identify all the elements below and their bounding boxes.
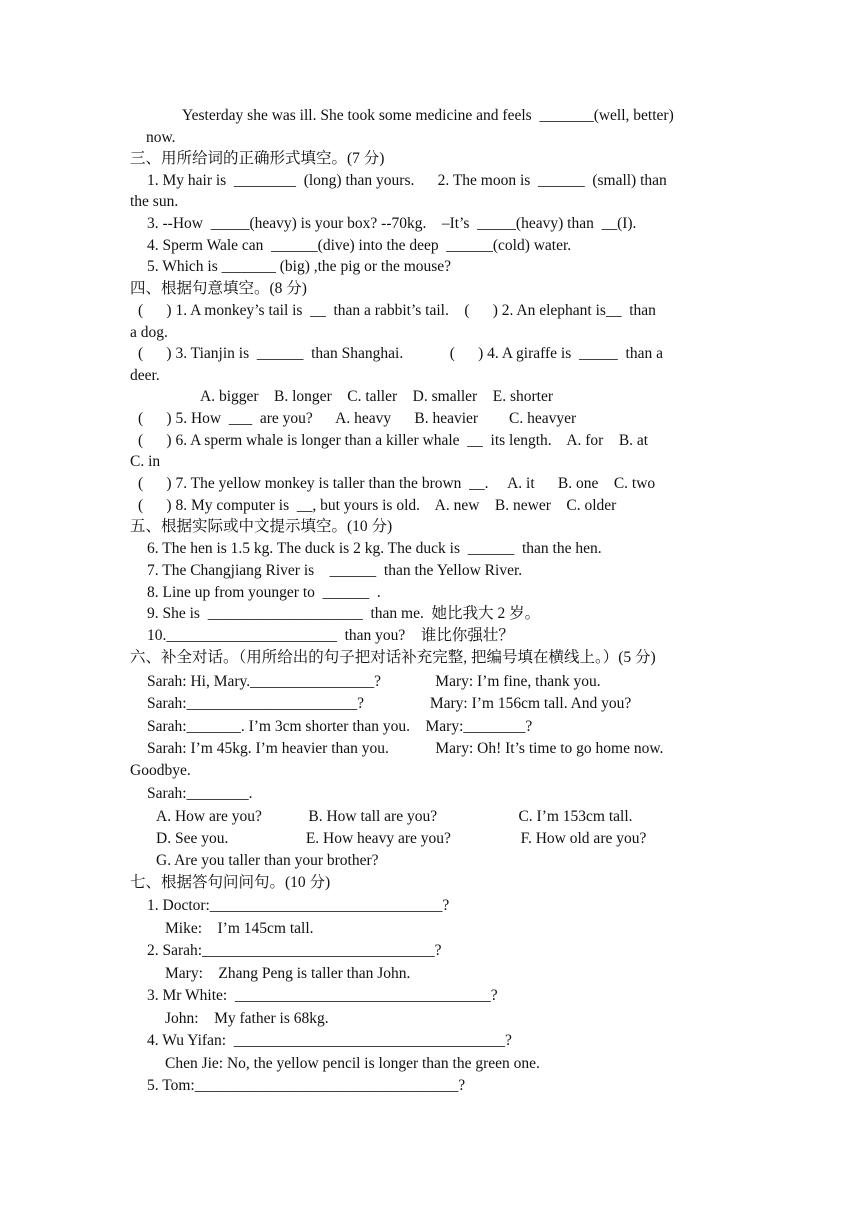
text-line: a dog. bbox=[130, 324, 168, 341]
text-line: 3. --How _____(heavy) is your box? --70kg. –It’s _____(heavy) than __(I). bbox=[147, 215, 637, 232]
section-heading: 三、用所给词的正确形式填空。(7 分) bbox=[130, 150, 385, 167]
text-line: Sarah: Hi, Mary.________________? Mary: I’m fine, thank you. bbox=[147, 673, 601, 690]
text-line: G. Are you taller than your brother? bbox=[156, 852, 379, 869]
text-line: now. bbox=[146, 129, 176, 146]
section-heading: 四、根据句意填空。(8 分) bbox=[130, 280, 307, 297]
text-line: Goodbye. bbox=[130, 762, 191, 779]
text-line: 4. Wu Yifan: ___________________________________? bbox=[147, 1032, 512, 1049]
text-line: 2. Sarah:______________________________? bbox=[147, 942, 442, 959]
text-line: ( ) 6. A sperm whale is longer than a killer whale __ its length. A. for B. at bbox=[138, 432, 649, 449]
text-line: 10.______________________ than you? 谁比你强壮？ bbox=[147, 627, 514, 644]
text-line: ( ) 8. My computer is __, but yours is old. A. new B. newer C. older bbox=[138, 497, 617, 514]
text-line: A. How are you? B. How tall are you? C. I’m 153cm tall. bbox=[156, 808, 633, 825]
text-line: Mike: I’m 145cm tall. bbox=[165, 920, 314, 937]
text-line: Sarah:_______. I’m 3cm shorter than you. Mary:________? bbox=[147, 718, 533, 735]
text-line: ( ) 1. A monkey’s tail is __ than a rabbit’s tail. ( ) 2. An elephant is__ than bbox=[138, 302, 656, 319]
text-line: 1. My hair is ________ (long) than yours. 2. The moon is ______ (small) than bbox=[147, 172, 667, 189]
text-line: 5. Tom:__________________________________? bbox=[147, 1077, 466, 1094]
text-line: 9. She is ____________________ than me. 她比我大 2 岁。 bbox=[147, 605, 541, 622]
text-line: deer. bbox=[130, 367, 160, 384]
text-line: 6. The hen is 1.5 kg. The duck is 2 kg. The duck is ______ than the hen. bbox=[147, 540, 602, 557]
text-line: the sun. bbox=[130, 193, 179, 210]
text-line: 1. Doctor:______________________________? bbox=[147, 897, 450, 914]
text-line: 4. Sperm Wale can ______(dive) into the deep ______(cold) water. bbox=[147, 237, 572, 254]
text-line: ( ) 3. Tianjin is ______ than Shanghai. ( ) 4. A giraffe is _____ than a bbox=[138, 345, 663, 362]
text-line: Sarah: I’m 45kg. I’m heavier than you. Mary: Oh! It’s time to go home now. bbox=[147, 740, 664, 757]
section-heading: 五、根据实际或中文提示填空。(10 分) bbox=[130, 518, 393, 535]
text-line: Sarah:______________________? Mary: I’m 156cm tall. And you? bbox=[147, 695, 632, 712]
section-heading: 六、补全对话。（用所给出的句子把对话补充完整, 把编号填在横线上。）(5 分) bbox=[130, 649, 656, 666]
text-line: ( ) 7. The yellow monkey is taller than the brown __. A. it B. one C. two bbox=[138, 475, 656, 492]
text-line: John: My father is 68kg. bbox=[165, 1010, 329, 1027]
text-line: 7. The Changjiang River is ______ than the Yellow River. bbox=[147, 562, 523, 579]
text-line: 5. Which is _______ (big) ,the pig or the mouse? bbox=[147, 258, 452, 275]
text-line: Sarah:________. bbox=[147, 785, 253, 802]
text-line: 3. Mr White: _________________________________? bbox=[147, 987, 498, 1004]
text-line: Mary: Zhang Peng is taller than John. bbox=[165, 965, 411, 982]
text-line: D. See you. E. How heavy are you? F. How old are you? bbox=[156, 830, 647, 847]
text-line: A. bigger B. longer C. taller D. smaller E. shorter bbox=[200, 388, 553, 405]
text-line: Yesterday she was ill. She took some medicine and feels _______(well, better) bbox=[182, 107, 674, 124]
section-heading: 七、根据答句问问句。(10 分) bbox=[130, 874, 331, 891]
text-line: C. in bbox=[130, 453, 161, 470]
text-line: ( ) 5. How ___ are you? A. heavy B. heavier C. heavyer bbox=[138, 410, 577, 427]
text-line: Chen Jie: No, the yellow pencil is longer than the green one. bbox=[165, 1055, 540, 1072]
text-line: 8. Line up from younger to ______ . bbox=[147, 584, 381, 601]
